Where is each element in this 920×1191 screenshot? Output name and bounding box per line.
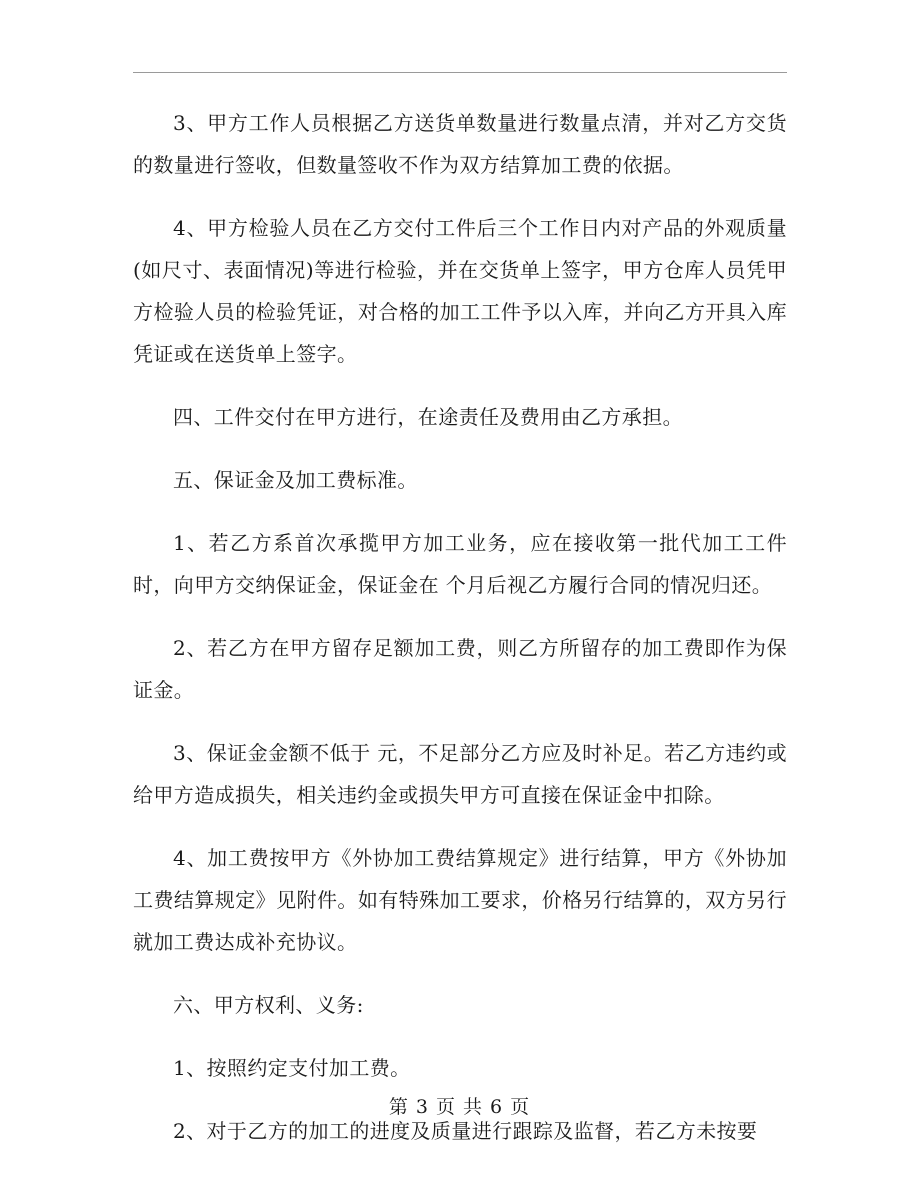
footer-prefix: 第 — [388, 1096, 410, 1118]
paragraph-deposit-2: 2、若乙方在甲方留存足额加工费，则乙方所留存的加工费即作为保证金。 — [133, 636, 787, 702]
footer-current-page: 3 — [415, 1096, 430, 1118]
paragraph-section-4: 四、工件交付在甲方进行，在途责任及费用由乙方承担。 — [173, 405, 683, 429]
paragraph-deposit-1: 1、若乙方系首次承揽甲方加工业务，应在接收第一批代加工工件时，向甲方交纳保证金，保证金在 个月后视乙方履行合同的情况归还。 — [133, 531, 787, 597]
page-footer — [0, 1092, 920, 1122]
footer-suffix: 页 — [510, 1096, 532, 1118]
footer-page-word: 页 — [435, 1096, 457, 1118]
paragraph-duty-2: 2、对于乙方的加工的进度及质量进行跟踪及监督，若乙方未按要 — [173, 1119, 758, 1143]
paragraph-fee-4: 4、加工费按甲方《外协加工费结算规定》进行结算，甲方《外协加工费结算规定》见附件。如有特殊加工要求，价格另行结算的，双方另行就加工费达成补充协议。 — [133, 846, 787, 954]
header-rule — [133, 72, 787, 73]
paragraph-clause-3: 3、甲方工作人员根据乙方送货单数量进行数量点清，并对乙方交货的数量进行签收，但数量签收不作为双方结算加工费的依据。 — [133, 111, 787, 177]
paragraph-deposit-3: 3、保证金金额不低于 元，不足部分乙方应及时补足。若乙方违约或给甲方造成损失，相关违约金或损失甲方可直接在保证金中扣除。 — [133, 741, 787, 807]
document-body — [133, 102, 787, 1173]
paragraph-section-6-heading: 六、甲方权利、义务: — [173, 993, 364, 1017]
paragraph-clause-4: 4、甲方检验人员在乙方交付工件后三个工作日内对产品的外观质量(如尺寸、表面情况)等进行检验，并在交货单上签字，甲方仓库人员凭甲方检验人员的检验凭证，对合格的加工工件予以入库，并向乙方开具入库凭证或在送货单上签字。 — [133, 216, 787, 366]
paragraph-section-5-heading: 五、保证金及加工费标准。 — [173, 468, 418, 492]
footer-total-prefix: 共 — [463, 1096, 485, 1118]
footer-total-pages: 6 — [490, 1096, 505, 1118]
paragraph-duty-1: 1、按照约定支付加工费。 — [173, 1056, 411, 1080]
